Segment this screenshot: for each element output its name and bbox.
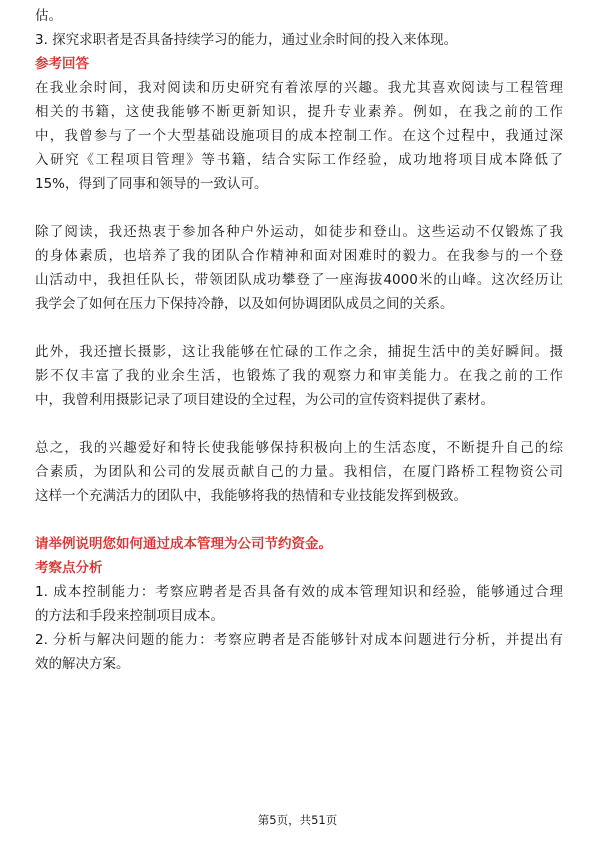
text-line: 中，我曾利用摄影记录了项目建设的全过程，为公司的宣传资料提供了素材。 bbox=[35, 392, 494, 408]
analysis-point-2 bbox=[35, 628, 563, 676]
text-line: 我学会了如何在压力下保持冷静，以及如何协调团队成员之间的关系。 bbox=[35, 296, 454, 312]
analysis-heading: 考察点分析 bbox=[35, 560, 103, 576]
text-line: 影不仅丰富了我的业余生活，也锻炼了我的观察力和审美能力。在我之前的工作 bbox=[35, 368, 563, 384]
text-line: 除了阅读，我还热衷于参加各种户外运动，如徒步和登山。这些运动不仅锻炼了我 bbox=[35, 224, 563, 240]
question-title: 请举例说明您如何通过成本管理为公司节约资金。 bbox=[35, 536, 332, 552]
text-line: 15%，得到了同事和领导的一致认可。 bbox=[35, 176, 268, 192]
page-number: 第5页，共51页 bbox=[257, 813, 338, 827]
text-line: 效的解决方案。 bbox=[35, 656, 130, 672]
text-line: 中，我曾参与了一个大型基础设施项目的成本控制工作。在这个过程中，我通过深 bbox=[35, 128, 563, 144]
text-line: 相关的书籍，这使我能够不断更新知识，提升专业素养。例如，在我之前的工作 bbox=[35, 104, 563, 120]
text-line: 1. 成本控制能力：考察应聘者是否具备有效的成本管理知识和经验，能够通过合理 bbox=[35, 584, 563, 600]
text-line: 总之，我的兴趣爱好和特长使我能够保持积极向上的生活态度，不断提升自己的综 bbox=[35, 440, 563, 456]
text-line: 这样一个充满活力的团队中，我能够将我的热情和专业技能发挥到极致。 bbox=[35, 488, 467, 504]
text-line: 在我业余时间，我对阅读和历史研究有着浓厚的兴趣。我尤其喜欢阅读与工程管理 bbox=[35, 80, 563, 96]
answer-paragraph-1 bbox=[35, 76, 563, 196]
paragraph-gap bbox=[35, 412, 563, 436]
intro-line: 估。 bbox=[35, 8, 62, 24]
text-line: 入研究《工程项目管理》等书籍，结合实际工作经验，成功地将项目成本降低了 bbox=[35, 152, 563, 168]
analysis-point-1 bbox=[35, 580, 563, 628]
text-line: 合素质，为团队和公司的发展贡献自己的力量。我相信，在厦门路桥工程物资公司 bbox=[35, 464, 563, 480]
paragraph-gap bbox=[35, 508, 563, 532]
paragraph-gap bbox=[35, 316, 563, 340]
reference-answer-heading: 参考回答 bbox=[35, 56, 89, 72]
text-line: 的方法和手段来控制项目成本。 bbox=[35, 608, 224, 624]
answer-paragraph-3 bbox=[35, 340, 563, 412]
intro-line: 3. 探究求职者是否具备持续学习的能力，通过业余时间的投入来体现。 bbox=[35, 32, 458, 48]
paragraph-gap bbox=[35, 196, 563, 220]
text-line: 2. 分析与解决问题的能力：考察应聘者是否能够针对成本问题进行分析，并提出有 bbox=[35, 632, 563, 648]
answer-paragraph-4 bbox=[35, 436, 563, 508]
text-line: 此外，我还擅长摄影，这让我能够在忙碌的工作之余，捕捉生活中的美好瞬间。摄 bbox=[35, 344, 563, 360]
text-line: 的身体素质，也培养了我的团队合作精神和面对困难时的毅力。在我参与的一个登 bbox=[35, 248, 563, 264]
text-line: 山活动中，我担任队长，带领团队成功攀登了一座海拔4000米的山峰。这次经历让 bbox=[35, 272, 563, 288]
answer-paragraph-2 bbox=[35, 220, 563, 316]
document-page bbox=[35, 4, 563, 676]
